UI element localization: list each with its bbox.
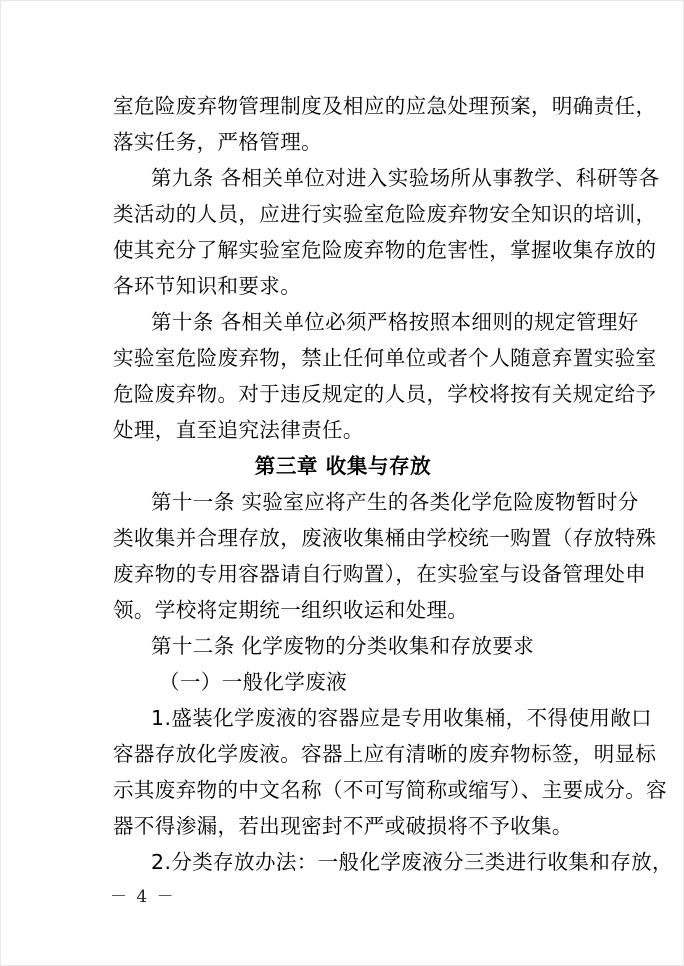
text-line: 类活动的人员，应进行实验室危险废弃物安全知识的培训， xyxy=(113,202,657,226)
article-10-line: 第十条 各相关单位必须严格按照本细则的规定管理好 xyxy=(151,310,639,334)
chapter-heading: 第三章 收集与存放 xyxy=(254,454,432,478)
text-line: 器不得渗漏，若出现密封不严或破损将不予收集。 xyxy=(113,814,573,838)
text-line: 处理，直至追究法律责任。 xyxy=(113,418,364,442)
text-line: 室危险废弃物管理制度及相应的应急处理预案，明确责任， xyxy=(113,94,657,118)
text-line: 实验室危险废弃物，禁止任何单位或者个人随意弃置实验室 xyxy=(113,346,657,370)
text-line: 使其充分了解实验室危险废弃物的危害性，掌握收集存放的 xyxy=(113,238,657,262)
text-line: 各环节知识和要求。 xyxy=(113,274,302,298)
article-9-line: 第九条 各相关单位对进入实验场所从事教学、科研等各 xyxy=(151,166,660,190)
text-line: 落实任务，严格管理。 xyxy=(113,130,322,154)
text-line: 危险废弃物。对于违反规定的人员，学校将按有关规定给予 xyxy=(113,382,657,406)
article-12-line: 第十二条 化学废物的分类收集和存放要求 xyxy=(151,634,535,658)
text-line: 废弃物的专用容器请自行购置），在实验室与设备管理处申 xyxy=(113,562,647,586)
text-line: 类收集并合理存放，废液收集桶由学校统一购置（存放特殊 xyxy=(113,526,657,550)
item-2-line: 2.分类存放办法：一般化学废液分三类进行收集和存放， xyxy=(151,850,673,874)
section-heading: （一）一般化学废液 xyxy=(159,670,348,694)
article-11-line: 第十一条 实验室应将产生的各类化学危险废物暂时分 xyxy=(151,490,639,514)
item-1-line: 1.盛装化学废液的容器应是专用收集桶，不得使用敞口 xyxy=(151,706,653,730)
text-line: 领。学校将定期统一组织收运和处理。 xyxy=(113,598,469,622)
page-number: － 4 － xyxy=(110,887,176,907)
text-line: 示其废弃物的中文名称（不可写简称或缩写）、主要成分。容 xyxy=(113,778,668,802)
text-line: 容器存放化学废液。容器上应有清晰的废弃物标签，明显标 xyxy=(113,742,657,766)
